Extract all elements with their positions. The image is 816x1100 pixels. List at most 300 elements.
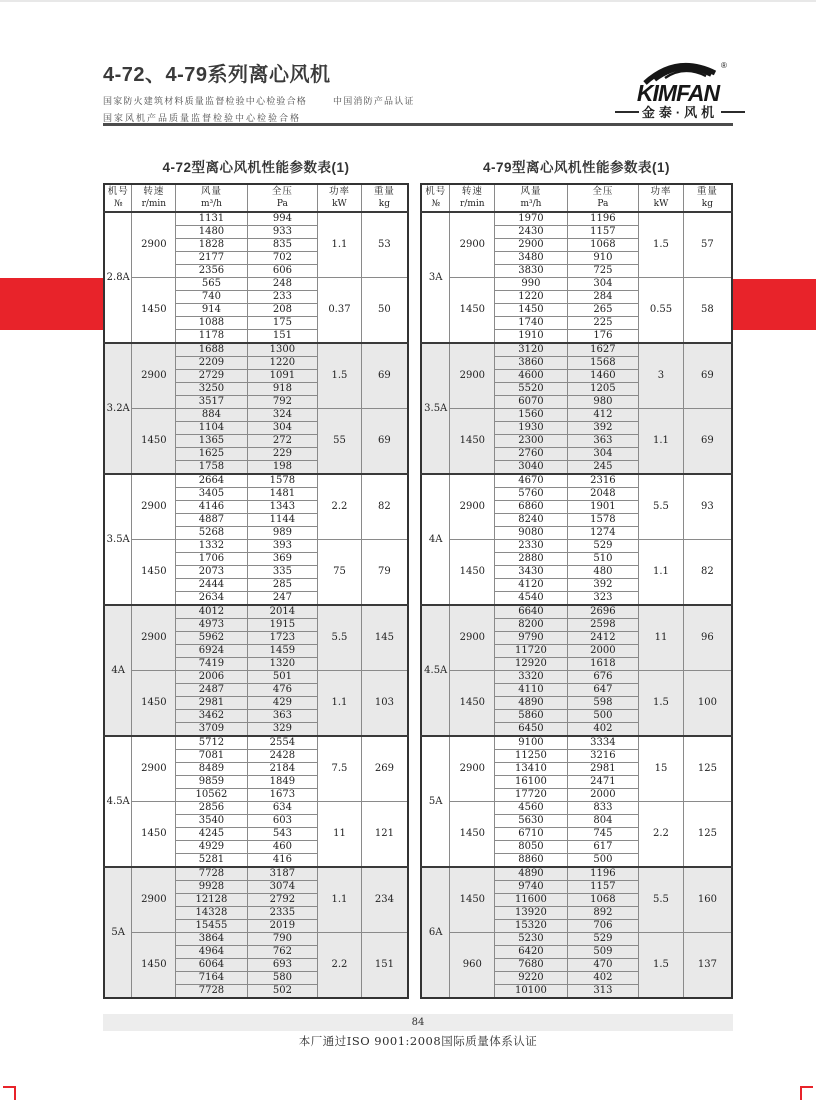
cell-pressure: 1091: [247, 370, 317, 383]
cell-pressure: 543: [247, 828, 317, 841]
cell-speed: 1450: [450, 867, 495, 933]
cell-airflow: 3860: [495, 357, 567, 370]
logo-rule-right: [721, 111, 745, 113]
cell-airflow: 12920: [495, 658, 567, 671]
cell-airflow: 7680: [495, 959, 567, 972]
header-divider: [103, 123, 733, 126]
cell-speed: 1450: [132, 933, 176, 999]
cell-pressure: 2428: [247, 750, 317, 763]
cell-airflow: 2664: [176, 474, 247, 488]
cell-airflow: 3480: [495, 252, 567, 265]
cell-pressure: 502: [247, 985, 317, 999]
cell-airflow: 990: [495, 278, 567, 291]
cell-pressure: 1300: [247, 343, 317, 357]
logo-subtitle: [615, 102, 745, 121]
cell-pressure: 933: [247, 226, 317, 239]
cell-pressure: 1196: [567, 867, 638, 881]
cell-airflow: 7728: [176, 985, 247, 999]
cell-airflow: 5760: [495, 488, 567, 501]
column-header: 全压 Pa: [567, 184, 638, 212]
cell-airflow: 1104: [176, 422, 247, 435]
cell-pressure: 792: [247, 396, 317, 409]
cell-weight: 137: [683, 933, 732, 999]
cell-speed: 1450: [132, 540, 176, 606]
cell-speed: 1450: [450, 671, 495, 737]
cell-weight: 50: [361, 278, 408, 344]
table-row: [104, 933, 408, 946]
cell-airflow: 4929: [176, 841, 247, 854]
cell-pressure: 245: [567, 461, 638, 475]
table-row: [421, 278, 732, 291]
cell-pressure: 702: [247, 252, 317, 265]
cell-airflow: 9100: [495, 736, 567, 750]
cell-pressure: 3334: [567, 736, 638, 750]
cell-airflow: 12128: [176, 894, 247, 907]
cell-pressure: 2014: [247, 605, 317, 619]
cell-pressure: 762: [247, 946, 317, 959]
cell-pressure: 402: [567, 723, 638, 737]
cell-pressure: 1723: [247, 632, 317, 645]
cell-airflow: 7419: [176, 658, 247, 671]
table-row: [104, 278, 408, 291]
certification-text-1b: 中国消防产品认证: [333, 96, 415, 106]
cell-pressure: 1618: [567, 658, 638, 671]
cell-airflow: 6640: [495, 605, 567, 619]
cell-pressure: 3216: [567, 750, 638, 763]
cell-airflow: 4890: [495, 867, 567, 881]
cell-speed: 2900: [450, 736, 495, 802]
cell-pressure: 529: [567, 933, 638, 946]
cell-pressure: 233: [247, 291, 317, 304]
crop-mark-left: [3, 1086, 16, 1100]
cell-airflow: 6064: [176, 959, 247, 972]
column-header: 机号 №: [421, 184, 450, 212]
column-header: 风量 m³/h: [495, 184, 567, 212]
cell-pressure: 335: [247, 566, 317, 579]
cell-pressure: 1578: [247, 474, 317, 488]
cell-airflow: 1365: [176, 435, 247, 448]
page-top-edge: [0, 0, 816, 2]
cell-pressure: 2184: [247, 763, 317, 776]
cell-speed: 1450: [450, 278, 495, 344]
cell-pressure: 1274: [567, 527, 638, 540]
cell-pressure: 1343: [247, 501, 317, 514]
cell-airflow: 3405: [176, 488, 247, 501]
cell-speed: 2900: [132, 212, 176, 278]
cell-pressure: 745: [567, 828, 638, 841]
cell-pressure: 393: [247, 540, 317, 553]
cell-speed: 2900: [450, 474, 495, 540]
cell-model: 2.8A: [104, 212, 132, 343]
cell-weight: 96: [683, 605, 732, 671]
cell-power: 5.5: [318, 605, 362, 671]
cell-airflow: 8050: [495, 841, 567, 854]
table-row: [421, 540, 732, 553]
cell-pressure: 2000: [567, 645, 638, 658]
cell-airflow: 3120: [495, 343, 567, 357]
cell-pressure: 2335: [247, 907, 317, 920]
cell-airflow: 9928: [176, 881, 247, 894]
cell-airflow: 3864: [176, 933, 247, 946]
cell-pressure: 617: [567, 841, 638, 854]
cell-speed: 1450: [450, 802, 495, 868]
cell-speed: 1450: [450, 540, 495, 606]
cell-power: 5.5: [639, 474, 684, 540]
cell-pressure: 175: [247, 317, 317, 330]
cell-airflow: 9740: [495, 881, 567, 894]
cell-pressure: 1459: [247, 645, 317, 658]
cell-airflow: 914: [176, 304, 247, 317]
table-row: [421, 409, 732, 422]
cell-airflow: 5630: [495, 815, 567, 828]
cell-pressure: 501: [247, 671, 317, 684]
cell-pressure: 151: [247, 330, 317, 344]
cell-airflow: 6070: [495, 396, 567, 409]
cell-airflow: 5860: [495, 710, 567, 723]
cell-weight: 82: [683, 540, 732, 606]
cell-speed: 1450: [132, 278, 176, 344]
cell-airflow: 9220: [495, 972, 567, 985]
cell-weight: 103: [361, 671, 408, 737]
cell-airflow: 13920: [495, 907, 567, 920]
cell-pressure: 265: [567, 304, 638, 317]
cell-airflow: 2856: [176, 802, 247, 815]
cell-power: 2.2: [318, 933, 362, 999]
crop-mark-right: [800, 1086, 813, 1100]
cell-airflow: 1930: [495, 422, 567, 435]
cell-speed: 1450: [450, 409, 495, 475]
cell-airflow: 3250: [176, 383, 247, 396]
cell-power: 1.1: [318, 212, 362, 278]
cell-airflow: 2177: [176, 252, 247, 265]
cell-pressure: 2598: [567, 619, 638, 632]
cell-airflow: 10100: [495, 985, 567, 999]
table-row: [421, 867, 732, 881]
cell-weight: 69: [361, 409, 408, 475]
cell-airflow: 2487: [176, 684, 247, 697]
cell-airflow: 5281: [176, 854, 247, 868]
cell-pressure: 580: [247, 972, 317, 985]
cell-pressure: 790: [247, 933, 317, 946]
cell-pressure: 598: [567, 697, 638, 710]
cell-airflow: 2073: [176, 566, 247, 579]
cell-power: 5.5: [639, 867, 684, 933]
cell-airflow: 2006: [176, 671, 247, 684]
cell-pressure: 229: [247, 448, 317, 461]
cell-pressure: 1157: [567, 881, 638, 894]
certification-line-1: [103, 94, 603, 107]
cell-airflow: 3540: [176, 815, 247, 828]
column-header: 风量 m³/h: [176, 184, 247, 212]
table-row: [104, 409, 408, 422]
cell-pressure: 910: [567, 252, 638, 265]
column-header: 功率 kW: [639, 184, 684, 212]
cell-speed: 2900: [132, 867, 176, 933]
red-bleed-bar-right: [733, 279, 816, 330]
cell-airflow: 8489: [176, 763, 247, 776]
cell-model: 5A: [104, 867, 132, 998]
cell-airflow: 9790: [495, 632, 567, 645]
cell-power: 1.5: [639, 671, 684, 737]
cell-airflow: 9859: [176, 776, 247, 789]
cell-model: 6A: [421, 867, 450, 998]
page-title: 4-72、4-79系列离心风机: [103, 64, 331, 86]
cell-airflow: 6924: [176, 645, 247, 658]
cell-pressure: 304: [567, 278, 638, 291]
cell-pressure: 892: [567, 907, 638, 920]
cell-airflow: 1740: [495, 317, 567, 330]
cell-airflow: 5520: [495, 383, 567, 396]
cell-pressure: 324: [247, 409, 317, 422]
cell-speed: 2900: [132, 474, 176, 540]
cell-pressure: 329: [247, 723, 317, 737]
cell-airflow: 4973: [176, 619, 247, 632]
cell-pressure: 416: [247, 854, 317, 868]
cell-airflow: 2729: [176, 370, 247, 383]
table-row: [421, 736, 732, 750]
table-row: [421, 474, 732, 488]
cell-pressure: 284: [567, 291, 638, 304]
cell-speed: 2900: [450, 343, 495, 409]
column-header: 重量 kg: [683, 184, 732, 212]
cell-airflow: 4890: [495, 697, 567, 710]
cell-pressure: 1157: [567, 226, 638, 239]
cell-airflow: 7164: [176, 972, 247, 985]
cell-pressure: 2792: [247, 894, 317, 907]
cell-airflow: 1910: [495, 330, 567, 344]
cell-airflow: 1220: [495, 291, 567, 304]
cell-speed: 1450: [132, 671, 176, 737]
cell-pressure: 725: [567, 265, 638, 278]
cell-pressure: 989: [247, 527, 317, 540]
table-row: [104, 343, 408, 357]
cell-airflow: 740: [176, 291, 247, 304]
cell-pressure: 1849: [247, 776, 317, 789]
cell-airflow: 1758: [176, 461, 247, 475]
cell-airflow: 10562: [176, 789, 247, 802]
cell-pressure: 500: [567, 710, 638, 723]
cell-pressure: 272: [247, 435, 317, 448]
table-row: [421, 933, 732, 946]
table-section-4-72: [103, 157, 409, 999]
cell-weight: 82: [361, 474, 408, 540]
cell-speed: 2900: [132, 343, 176, 409]
cell-airflow: 4600: [495, 370, 567, 383]
cell-model: 3.5A: [104, 474, 132, 605]
table-section-4-79: [420, 157, 733, 999]
cell-weight: 269: [361, 736, 408, 802]
column-header: 功率 kW: [318, 184, 362, 212]
cell-pressure: 313: [567, 985, 638, 999]
cell-pressure: 285: [247, 579, 317, 592]
cell-power: 7.5: [318, 736, 362, 802]
cell-airflow: 1625: [176, 448, 247, 461]
cell-airflow: 1131: [176, 212, 247, 226]
cell-power: 1.5: [318, 343, 362, 409]
cell-pressure: 1481: [247, 488, 317, 501]
cell-pressure: 1205: [567, 383, 638, 396]
cell-airflow: 13410: [495, 763, 567, 776]
table-host-4-79: [420, 183, 733, 999]
cell-pressure: 402: [567, 972, 638, 985]
cell-pressure: 480: [567, 566, 638, 579]
cell-pressure: 1068: [567, 894, 638, 907]
cell-pressure: 363: [567, 435, 638, 448]
cell-airflow: 4540: [495, 592, 567, 606]
page-header: [103, 58, 603, 124]
column-header: 重量 kg: [361, 184, 408, 212]
cell-airflow: 2300: [495, 435, 567, 448]
cell-airflow: 2634: [176, 592, 247, 606]
cell-pressure: 1144: [247, 514, 317, 527]
cell-pressure: 2316: [567, 474, 638, 488]
cell-airflow: 3462: [176, 710, 247, 723]
cell-pressure: 1320: [247, 658, 317, 671]
cell-pressure: 247: [247, 592, 317, 606]
cell-pressure: 3187: [247, 867, 317, 881]
cell-weight: 53: [361, 212, 408, 278]
table-row: [421, 605, 732, 619]
cell-airflow: 4964: [176, 946, 247, 959]
performance-table: [103, 183, 409, 999]
cell-airflow: 4146: [176, 501, 247, 514]
cell-pressure: 529: [567, 540, 638, 553]
cell-airflow: 3430: [495, 566, 567, 579]
cell-pressure: 2048: [567, 488, 638, 501]
table-row: [104, 474, 408, 488]
cell-pressure: 1460: [567, 370, 638, 383]
table-row: [421, 212, 732, 226]
cell-pressure: 1578: [567, 514, 638, 527]
logo-subtitle-text: 金泰·风机: [641, 105, 719, 120]
iso-certification-line: 本厂通过ISO 9001:2008国际质量体系认证: [298, 1034, 538, 1048]
cell-power: 15: [639, 736, 684, 802]
cell-pressure: 634: [247, 802, 317, 815]
table-title-4-79: 4-79型离心风机性能参数表(1): [482, 160, 671, 175]
cell-pressure: 208: [247, 304, 317, 317]
cell-airflow: 3320: [495, 671, 567, 684]
table-row: [421, 671, 732, 684]
cell-airflow: 4887: [176, 514, 247, 527]
cell-airflow: 2981: [176, 697, 247, 710]
cell-pressure: 2554: [247, 736, 317, 750]
cell-pressure: 804: [567, 815, 638, 828]
cell-model: 4A: [421, 474, 450, 605]
cell-pressure: 1220: [247, 357, 317, 370]
cell-pressure: 476: [247, 684, 317, 697]
cell-weight: 121: [361, 802, 408, 868]
cell-airflow: 1706: [176, 553, 247, 566]
cell-airflow: 2356: [176, 265, 247, 278]
cell-pressure: 603: [247, 815, 317, 828]
cell-power: 1.1: [639, 409, 684, 475]
cell-weight: 160: [683, 867, 732, 933]
cell-power: 11: [318, 802, 362, 868]
certification-text-1: 国家防火建筑材料质量监督检验中心检验合格: [103, 96, 308, 106]
table-row: [104, 671, 408, 684]
cell-airflow: 11720: [495, 645, 567, 658]
cell-pressure: 225: [567, 317, 638, 330]
cell-pressure: 1915: [247, 619, 317, 632]
cell-pressure: 1673: [247, 789, 317, 802]
cell-speed: 2900: [450, 605, 495, 671]
cell-airflow: 8860: [495, 854, 567, 868]
cell-model: 3.2A: [104, 343, 132, 474]
cell-airflow: 4120: [495, 579, 567, 592]
cell-pressure: 833: [567, 802, 638, 815]
table-title-4-72: 4-72型离心风机性能参数表(1): [162, 160, 350, 175]
cell-airflow: 5268: [176, 527, 247, 540]
cell-power: 1.5: [639, 212, 684, 278]
cell-weight: 57: [683, 212, 732, 278]
cell-weight: 151: [361, 933, 408, 999]
registered-mark: ®: [721, 61, 727, 70]
cell-airflow: 2880: [495, 553, 567, 566]
table-row: [421, 802, 732, 815]
cell-power: 1.5: [639, 933, 684, 999]
cell-weight: 125: [683, 802, 732, 868]
cell-pressure: 470: [567, 959, 638, 972]
cell-airflow: 4245: [176, 828, 247, 841]
cell-power: 1.1: [639, 540, 684, 606]
cell-model: 4.5A: [104, 736, 132, 867]
cell-speed: 2900: [132, 736, 176, 802]
cell-power: 0.37: [318, 278, 362, 344]
cell-airflow: 9080: [495, 527, 567, 540]
kimfan-logo: [615, 56, 745, 122]
cell-pressure: 412: [567, 409, 638, 422]
cell-airflow: 1560: [495, 409, 567, 422]
cell-power: 55: [318, 409, 362, 475]
cell-weight: 93: [683, 474, 732, 540]
performance-table: [420, 183, 733, 999]
cell-airflow: 1688: [176, 343, 247, 357]
cell-airflow: 2330: [495, 540, 567, 553]
cell-airflow: 4110: [495, 684, 567, 697]
cell-airflow: 3709: [176, 723, 247, 737]
cell-weight: 58: [683, 278, 732, 344]
table-row: [104, 736, 408, 750]
cell-pressure: 198: [247, 461, 317, 475]
cell-pressure: 2696: [567, 605, 638, 619]
cell-airflow: 5230: [495, 933, 567, 946]
cell-airflow: 1332: [176, 540, 247, 553]
cell-pressure: 2019: [247, 920, 317, 933]
cell-speed: 1450: [132, 409, 176, 475]
cell-model: 4.5A: [421, 605, 450, 736]
cell-speed: 1450: [132, 802, 176, 868]
cell-pressure: 248: [247, 278, 317, 291]
cell-airflow: 2444: [176, 579, 247, 592]
cell-pressure: 2471: [567, 776, 638, 789]
red-bleed-bar-left: [0, 278, 104, 330]
cell-speed: 2900: [450, 212, 495, 278]
cell-pressure: 918: [247, 383, 317, 396]
cell-airflow: 8240: [495, 514, 567, 527]
cell-pressure: 835: [247, 239, 317, 252]
cell-model: 3.5A: [421, 343, 450, 474]
cell-pressure: 500: [567, 854, 638, 868]
table-row: [104, 212, 408, 226]
cell-weight: 125: [683, 736, 732, 802]
cell-airflow: 11250: [495, 750, 567, 763]
table-host-4-72: [103, 183, 409, 999]
cell-airflow: 8200: [495, 619, 567, 632]
cell-pressure: 676: [567, 671, 638, 684]
column-header: 转速 r/min: [450, 184, 495, 212]
cell-pressure: 1068: [567, 239, 638, 252]
logo-rule-left: [615, 111, 639, 113]
